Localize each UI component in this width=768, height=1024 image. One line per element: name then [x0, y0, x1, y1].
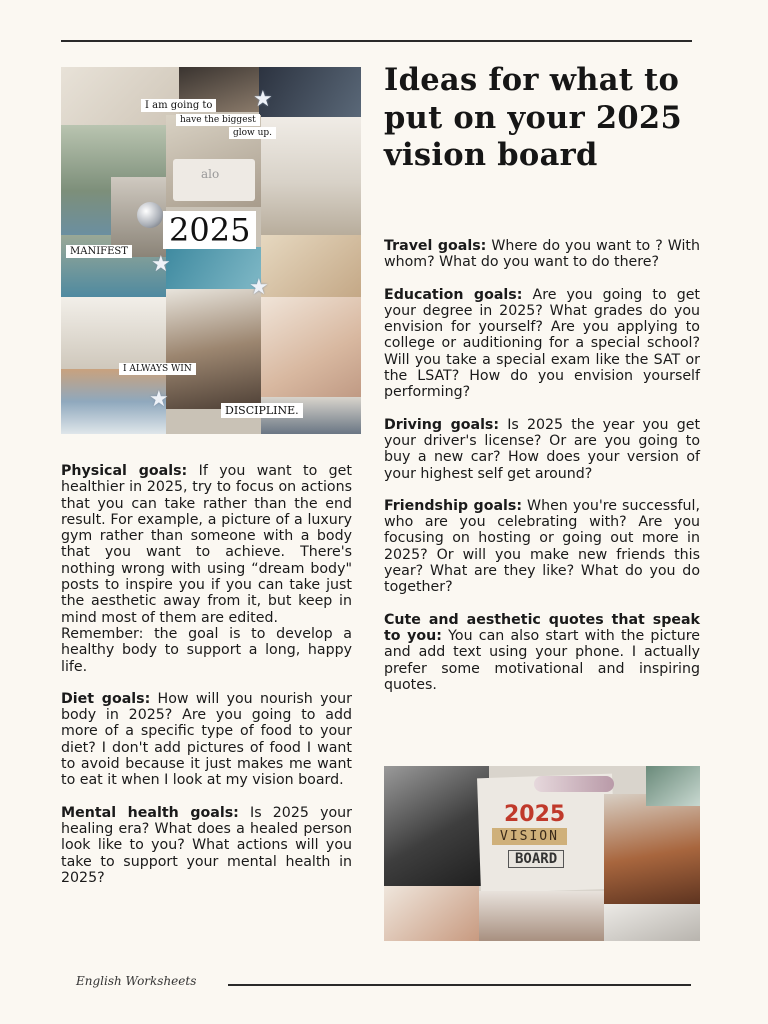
footer-rule: [228, 984, 691, 986]
caption-glow: glow up.: [229, 127, 276, 139]
water-photo: [166, 247, 261, 289]
quotes-paragraph: [384, 612, 700, 693]
section-heading: Diet goals:: [61, 690, 151, 707]
star-icon: ★: [151, 252, 171, 277]
travel-goals-paragraph: [384, 238, 700, 271]
star-icon: ★: [149, 387, 169, 412]
disco-ball-icon: [137, 202, 163, 228]
kitchen-photo: [61, 297, 166, 369]
section-heading: Physical goals:: [61, 463, 188, 479]
butterfly-photo: [604, 904, 700, 941]
heart-photo: [384, 886, 479, 941]
right-column: [384, 238, 700, 709]
section-text: Are you going to get your degree in 2025? What grades do you envision for yourself? Are you applying to college or auditioning for a special school? Will you take a special exam like the SAT or the LSAT? How do you envision yourself performing?: [384, 286, 700, 401]
candle-photo: [604, 794, 700, 904]
left-column: [61, 463, 352, 902]
mental-health-goals-paragraph: [61, 805, 352, 886]
collage-year: 2025: [504, 802, 566, 827]
star-icon: ★: [249, 275, 269, 300]
laptop-logo: alo: [201, 167, 220, 181]
physical-goals-paragraph: [61, 463, 352, 626]
section-text: If you want to get healthier in 2025, try to focus on actions that you can take rather than the end result. For example, a picture of a luxury gym rather than someone with a body that you want to achieve. There's nothing wrong with using “dream body" posts to inspire you if you can take just the aesthetic away from it, but keep in mind most of them are edited.: [61, 463, 352, 626]
section-text: How will you nourish your body in 2025? Are you going to add more of a specific type of food to your diet? I don't add pictures of food I want to avoid because it just makes me want to eat it when I look at my vision board.: [61, 690, 352, 789]
friendship-goals-paragraph: [384, 498, 700, 596]
section-heading: Cute and aesthetic quotes that speak to you:: [384, 611, 700, 644]
section-heading: Friendship goals:: [384, 497, 523, 514]
caption-discipline: DISCIPLINE.: [221, 403, 303, 418]
vision-board-collage-bottom: [384, 766, 700, 941]
caption-win: I ALWAYS WIN: [119, 363, 196, 375]
section-heading: Driving goals:: [384, 416, 500, 433]
caption-going: I am going to: [141, 99, 216, 112]
section-heading: Travel goals:: [384, 238, 487, 254]
perfume-photo: [261, 235, 361, 297]
book-photo: [479, 891, 604, 941]
plant-photo: [646, 766, 700, 806]
section-heading: Mental health goals:: [61, 804, 239, 821]
footer-brand: English Worksheets: [76, 974, 197, 988]
section-heading: Education goals:: [384, 286, 523, 303]
vision-board-collage-top: [61, 67, 361, 434]
star-icon: ★: [253, 87, 273, 112]
section-text: When you're successful, who are you celebrating with? Are you focusing on hosting or going out more in 2025? Or will you make new friends this year? What are they like? What do you do together?: [384, 497, 700, 596]
top-rule: [61, 40, 692, 42]
education-goals-paragraph: [384, 287, 700, 401]
airplane-icon: [534, 776, 614, 792]
section-text: Is 2025 the year you get your driver's license? Or are you going to buy a new car? How does your version of your highest self get around?: [384, 416, 701, 482]
hair-photo: [166, 289, 261, 409]
couple-photo: [384, 766, 489, 886]
caption-manifest: MANIFEST: [66, 245, 132, 258]
bed-photo: [61, 67, 179, 125]
caption-biggest: have the biggest: [176, 114, 260, 126]
driving-goals-paragraph: [384, 417, 700, 482]
diet-goals-paragraph: [61, 691, 352, 789]
caption-year: 2025: [163, 211, 256, 249]
car-photo: [259, 67, 361, 117]
page-title: Ideas for what to put on your 2025 vision board: [384, 62, 682, 173]
nails-photo: [261, 297, 361, 397]
collage-vision: VISION: [492, 828, 567, 845]
section-text: Is 2025 your healing era? What does a healed person look like to you? What actions will you take to support your mental health in 2025?: [61, 804, 352, 886]
physical-goals-remember: Remember: the goal is to develop a healthy body to support a long, happy life.: [61, 625, 352, 675]
section-text: You can also start with the picture and add text using your phone. I actually prefer some motivational and inspiring quotes.: [384, 627, 700, 693]
collage-board: BOARD: [508, 850, 564, 868]
section-text: Where do you want to ? With whom? What do you want to do there?: [384, 238, 700, 271]
